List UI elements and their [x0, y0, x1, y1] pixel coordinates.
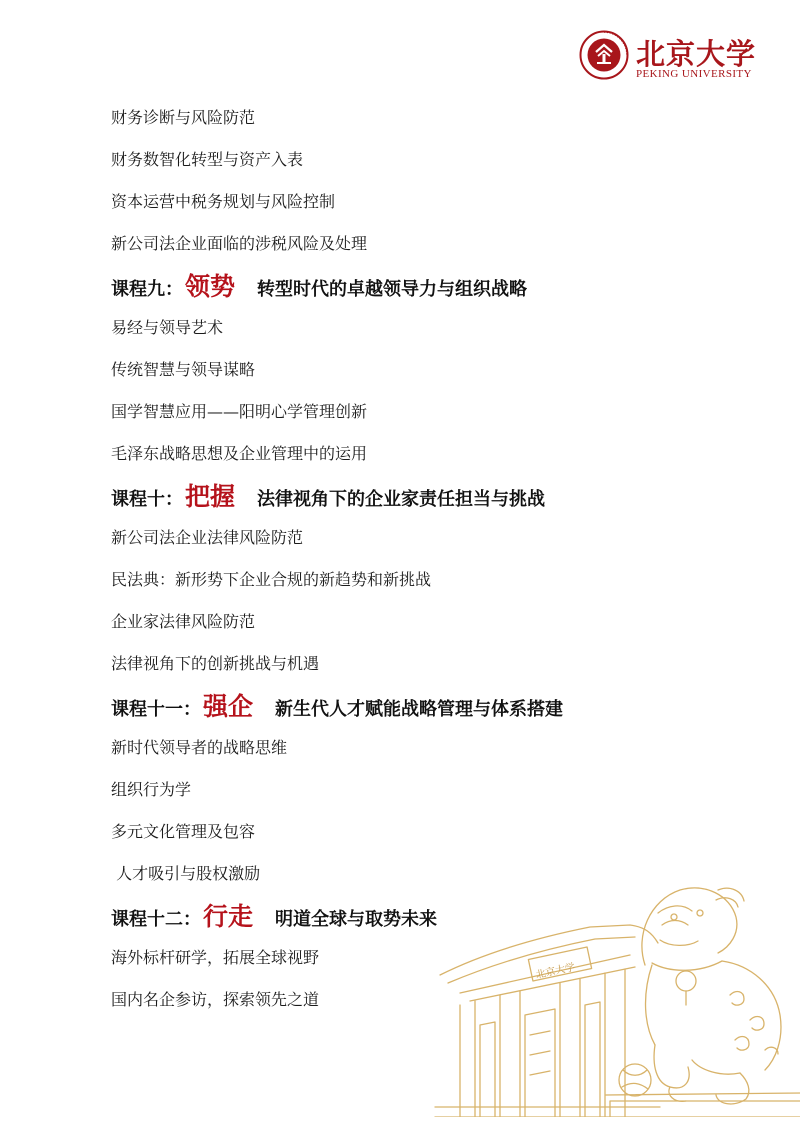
list-item: 多元文化管理及包容 [111, 822, 256, 841]
list-item: 财务数智化转型与资产入表 [111, 150, 304, 169]
list-item: 组织行为学 [111, 780, 192, 799]
list-item: 毛泽东战略思想及企业管理中的运用 [111, 444, 368, 463]
list-item: 资本运营中税务规划与风险控制 [111, 192, 336, 211]
list-item: 新公司法企业法律风险防范 [111, 528, 304, 547]
list-item: 新时代领导者的战略思维 [111, 738, 288, 757]
list-item: 人才吸引与股权激励 [111, 864, 261, 883]
course-keyword: 把握 [185, 482, 236, 511]
peking-university-logo [579, 30, 769, 82]
gate-plaque-text: 北京大学 [534, 962, 577, 982]
course-number: 课程九： [111, 279, 183, 300]
course-number: 课程十二： [111, 909, 201, 930]
course-number: 课程十： [111, 489, 183, 510]
course-keyword: 领势 [185, 272, 236, 301]
course-keyword: 行走 [203, 902, 254, 931]
course-12-heading [111, 902, 437, 935]
university-name-en: PEKING UNIVERSITY [636, 68, 752, 80]
university-name-cn: 北京大学 [636, 37, 757, 71]
course-title: 转型时代的卓越领导力与组织战略 [257, 279, 528, 300]
list-item: 财务诊断与风险防范 [111, 108, 256, 127]
list-item: 新公司法企业面临的涉税风险及处理 [111, 234, 368, 253]
course-title: 明道全球与取势未来 [275, 909, 438, 930]
course-title: 新生代人才赋能战略管理与体系搭建 [275, 699, 564, 720]
course-11-heading [111, 692, 563, 725]
list-item: 海外标杆研学，拓展全球视野 [111, 948, 320, 967]
list-item: 易经与领导艺术 [111, 318, 224, 337]
list-item: 民法典：新形势下企业合规的新趋势和新挑战 [111, 570, 432, 589]
course-number: 课程十一： [111, 699, 201, 720]
list-item: 国内名企参访，探索领先之道 [111, 990, 320, 1009]
course-title: 法律视角下的企业家责任担当与挑战 [257, 489, 546, 510]
course-10-heading [111, 482, 545, 515]
list-item: 企业家法律风险防范 [111, 612, 256, 631]
list-item: 传统智慧与领导谋略 [111, 360, 256, 379]
course-keyword: 强企 [203, 692, 254, 721]
list-item: 法律视角下的创新挑战与机遇 [111, 654, 320, 673]
gate-and-lion-illustration [430, 855, 800, 1117]
list-item: 国学智慧应用——阳明心学管理创新 [111, 402, 368, 421]
course-9-heading [111, 272, 527, 305]
university-seal-icon [579, 30, 629, 80]
